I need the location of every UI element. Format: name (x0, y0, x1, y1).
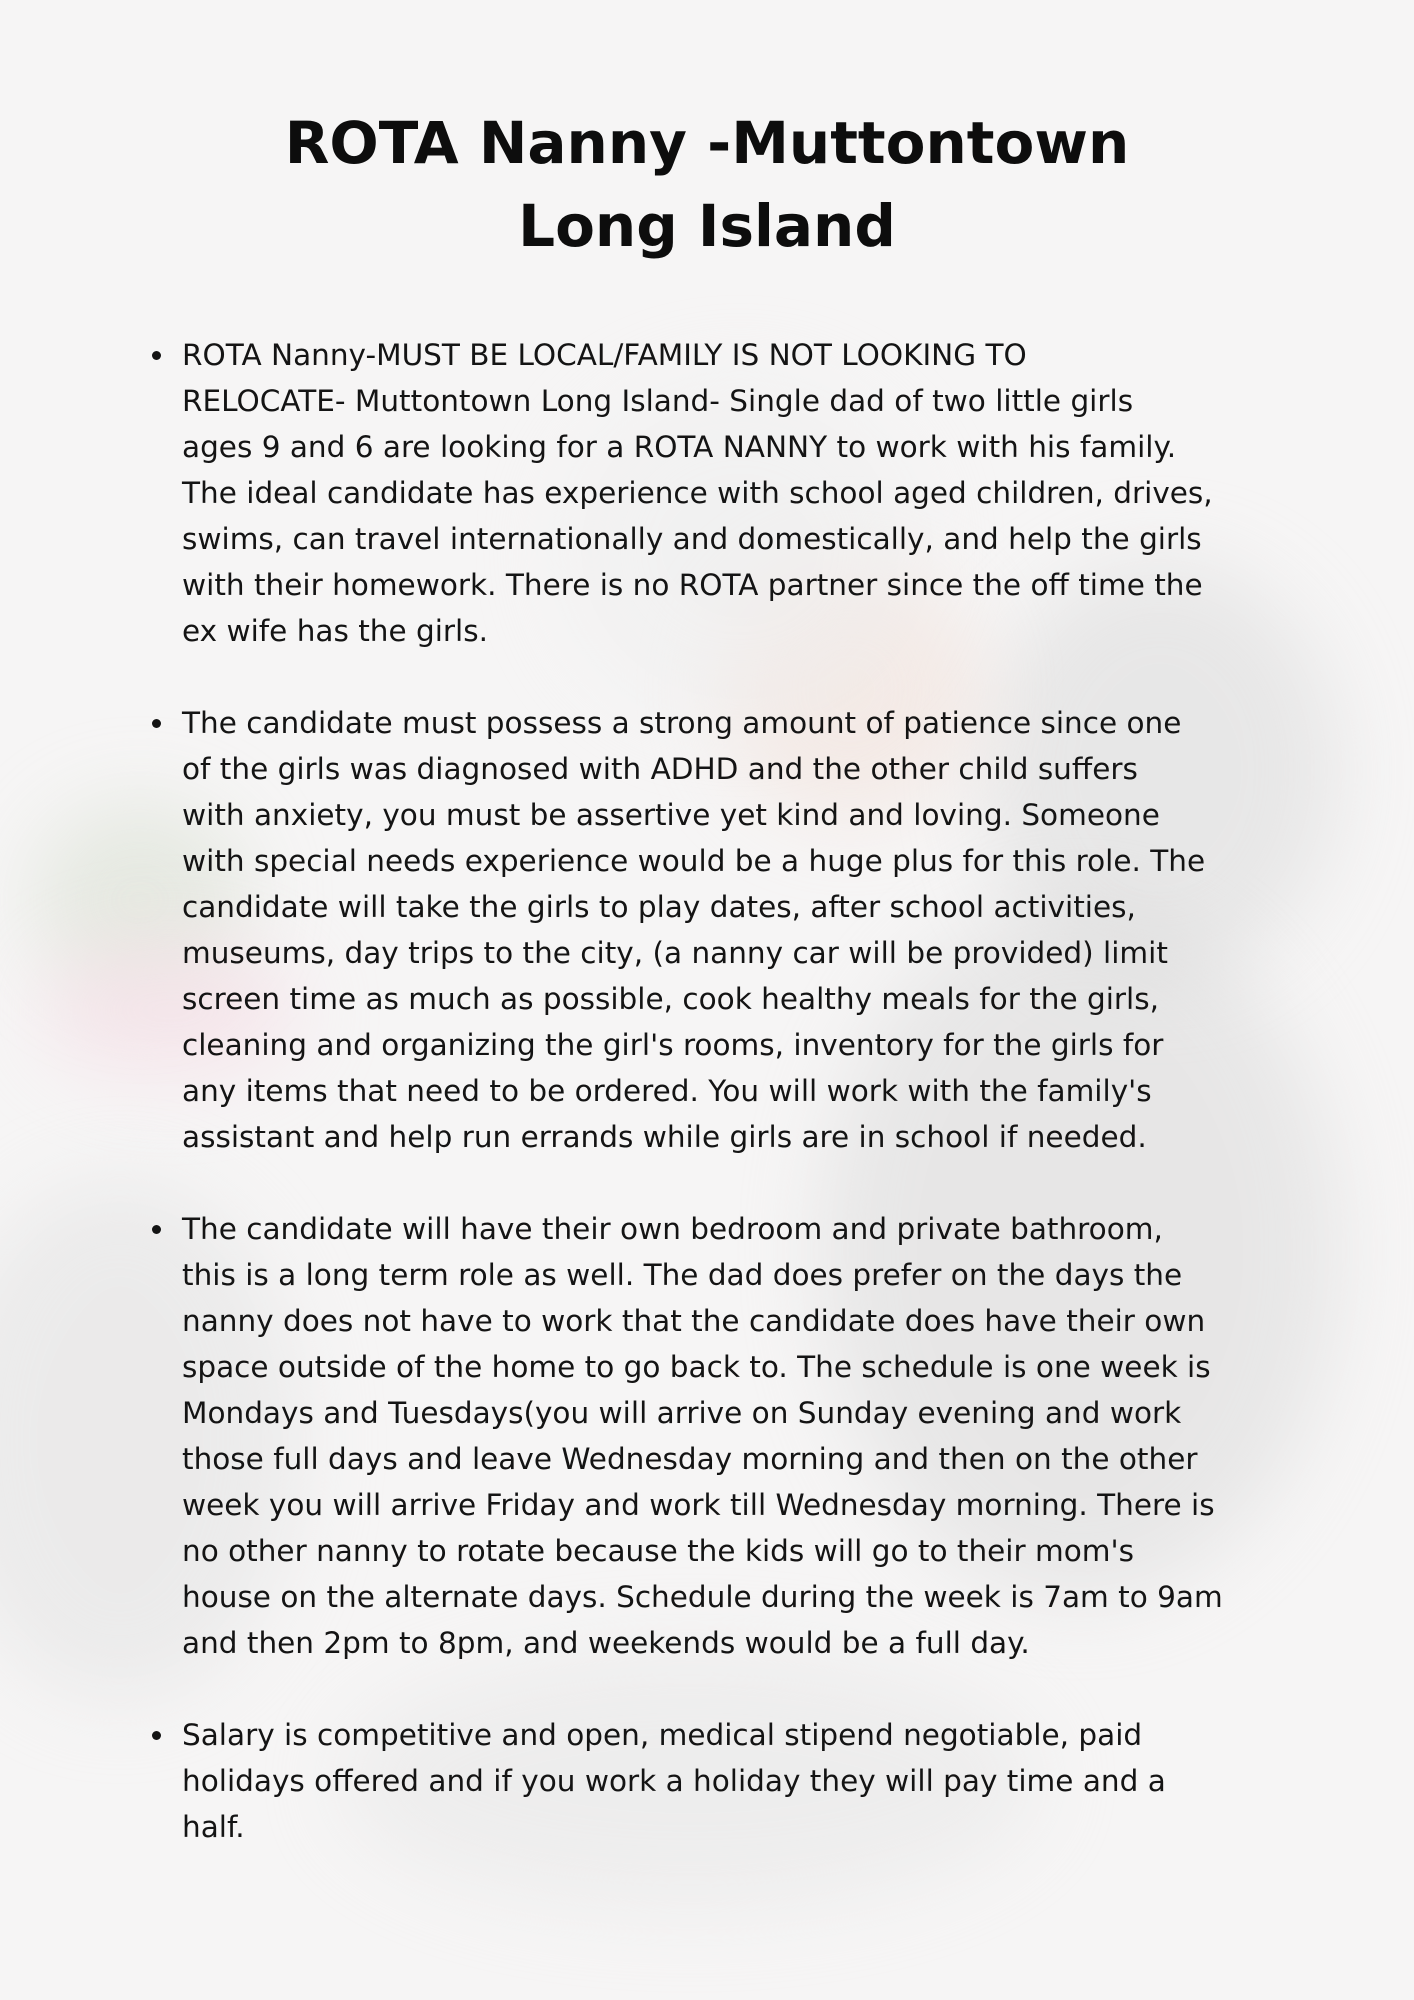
bullet-overview (182, 332, 1302, 654)
text-line: Salary is competitive and open, medical stipend negotiable, paid (182, 1718, 1143, 1752)
text-line: house on the alternate days. Schedule during the week is 7am to 9am (182, 1580, 1223, 1614)
text-line: cleaning and organizing the girl's rooms, inventory for the girls for (182, 1028, 1164, 1062)
bullet-duties (182, 700, 1302, 1160)
text-line: those full days and leave Wednesday morning and then on the other (182, 1442, 1198, 1476)
text-line: assistant and help run errands while girls are in school if needed. (182, 1120, 1147, 1154)
text-line: and then 2pm to 8pm, and weekends would be a full day. (182, 1626, 1030, 1660)
text-line: space outside of the home to go back to. The schedule is one week is (182, 1350, 1211, 1384)
text-line: any items that need to be ordered. You will work with the family's (182, 1074, 1152, 1108)
page-title (200, 102, 1214, 268)
text-line: The candidate will have their own bedroom and private bathroom, (182, 1212, 1163, 1246)
text-line: half. (182, 1810, 245, 1844)
text-line: holidays offered and if you work a holiday they will pay time and a (182, 1764, 1166, 1798)
text-line: swims, can travel internationally and domestically, and help the girls (182, 522, 1202, 556)
title-line-2: Long Island (518, 192, 896, 260)
text-line: The ideal candidate has experience with school aged children, drives, (182, 476, 1213, 510)
text-line: ROTA Nanny-MUST BE LOCAL/FAMILY IS NOT LOOKING TO (182, 338, 1027, 372)
text-line: ages 9 and 6 are looking for a ROTA NANNY to work with his family. (182, 430, 1177, 464)
bullet-salary (182, 1712, 1302, 1850)
text-line: with anxiety, you must be assertive yet kind and loving. Someone (182, 798, 1160, 832)
text-line: week you will arrive Friday and work till Wednesday morning. There is (182, 1488, 1215, 1522)
text-line: museums, day trips to the city, (a nanny car will be provided) limit (182, 936, 1168, 970)
text-line: nanny does not have to work that the candidate does have their own (182, 1304, 1206, 1338)
title-line-1: ROTA Nanny -Muttontown (284, 109, 1130, 177)
text-line: this is a long term role as well. The dad does prefer on the days the (182, 1258, 1183, 1292)
bullet-schedule (182, 1206, 1302, 1666)
text-line: Mondays and Tuesdays(you will arrive on Sunday evening and work (182, 1396, 1182, 1430)
text-line: with special needs experience would be a huge plus for this role. The (182, 844, 1206, 878)
bullet-list (182, 332, 1302, 1896)
text-line: The candidate must possess a strong amount of patience since one (182, 706, 1182, 740)
text-line: ex wife has the girls. (182, 614, 489, 648)
text-line: with their homework. There is no ROTA partner since the off time the (182, 568, 1203, 602)
text-line: of the girls was diagnosed with ADHD and the other child suffers (182, 752, 1138, 786)
text-line: screen time as much as possible, cook healthy meals for the girls, (182, 982, 1160, 1016)
text-line: no other nanny to rotate because the kids will go to their mom's (182, 1534, 1135, 1568)
text-line: candidate will take the girls to play dates, after school activities, (182, 890, 1136, 924)
text-line: RELOCATE- Muttontown Long Island- Single dad of two little girls (182, 384, 1134, 418)
